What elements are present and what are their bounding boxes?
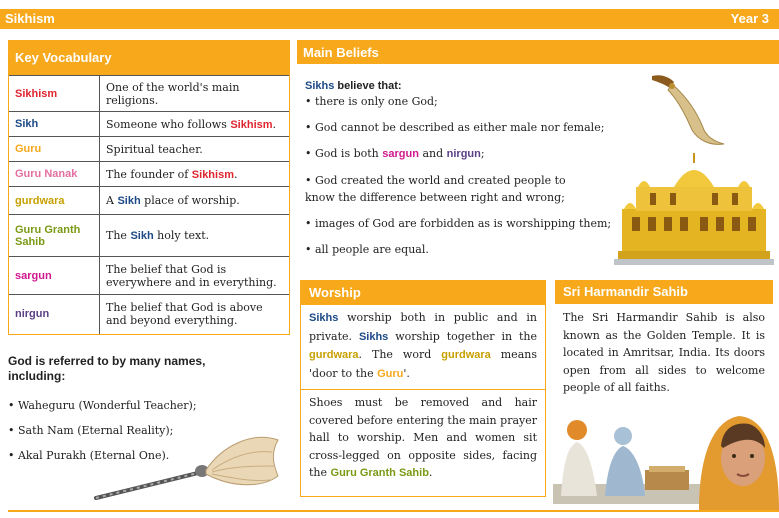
- year-label: Year 3: [730, 11, 769, 26]
- worship-panel: [300, 280, 546, 497]
- belief-text: • God is both: [305, 147, 383, 160]
- key-vocabulary-heading: Key Vocabulary: [9, 41, 289, 75]
- kirpan-illustration: [648, 70, 728, 148]
- paragraph-text: . The word: [358, 348, 442, 361]
- vocab-definition: [100, 187, 290, 215]
- intro-text: believe that:: [334, 80, 402, 92]
- harmandir-panel: [555, 280, 773, 310]
- names-heading: God is referred to by many names, including:: [8, 354, 206, 383]
- vocab-row: [9, 137, 289, 162]
- vocab-term: sargun: [9, 257, 100, 295]
- belief-item: • images of God are forbidden as is worshipping them;: [305, 217, 612, 230]
- golden-temple-illustration: [614, 151, 774, 266]
- belief-item: • God cannot be described as either male nor female;: [305, 121, 605, 134]
- vocabulary-table: [9, 75, 289, 334]
- paragraph-text: .: [428, 466, 433, 479]
- keyword: Sikhs: [358, 330, 389, 343]
- paragraph-text: means 'door to the: [309, 348, 537, 380]
- belief-keyword: nirgun: [446, 148, 481, 160]
- footer-line: [8, 510, 779, 512]
- vocab-term: Guru Nanak: [9, 162, 100, 187]
- list-item: • Akal Purakh (Eternal One).: [8, 449, 170, 462]
- main-beliefs-heading: Main Beliefs: [303, 45, 379, 60]
- vocab-term: Guru Granth Sahib: [9, 215, 100, 257]
- vocab-row: [9, 187, 289, 215]
- key-vocabulary-panel: [8, 40, 290, 335]
- vocab-term: nirgun: [9, 295, 100, 334]
- belief-item: • God created the world and created people to know the difference between right and wrong;: [305, 174, 566, 204]
- paragraph-text: '.: [403, 366, 410, 380]
- vocab-definition: The belief that God is above and beyond everything.: [100, 295, 290, 334]
- vocab-term: Guru: [9, 137, 100, 162]
- vocab-definition: Spiritual teacher.: [100, 137, 290, 162]
- keyword: Sikhs: [309, 312, 339, 324]
- keyword: gurdwara: [309, 349, 359, 361]
- list-item: • Waheguru (Wonderful Teacher);: [8, 399, 197, 412]
- vocab-definition: [100, 112, 290, 137]
- keyword: gurdwara: [441, 349, 491, 361]
- vocab-definition: The belief that God is everywhere and in everything.: [100, 257, 290, 295]
- vocab-term: Sikhism: [9, 76, 100, 112]
- paragraph-text: Shoes must be removed and hair covered before entering the main prayer hall to worship. Men and women sit cross-legged on opposite sides, facing the: [309, 396, 537, 479]
- main-beliefs-list: [305, 79, 615, 267]
- belief-item: • there is only one God;: [305, 95, 438, 108]
- main-beliefs-header: [297, 40, 779, 64]
- vocab-definition: One of the world's main religions.: [100, 76, 290, 112]
- belief-text: and: [418, 147, 447, 160]
- def-text: The founder of: [106, 167, 192, 181]
- vocab-row: [9, 295, 289, 334]
- worship-heading: Worship: [301, 281, 545, 305]
- vocab-row: [9, 162, 289, 187]
- worship-paragraph-1: [301, 305, 545, 383]
- vocab-row: [9, 76, 289, 112]
- vocab-row: [9, 112, 289, 137]
- vocab-row: [9, 215, 289, 257]
- def-keyword: Sikh: [117, 195, 141, 207]
- vocab-term: gurdwara: [9, 187, 100, 215]
- def-text: .: [233, 167, 238, 181]
- paragraph-text: worship both in public and in private.: [309, 311, 537, 343]
- belief-text: ;: [480, 147, 485, 160]
- keyword: Guru: [377, 367, 404, 380]
- beliefs-intro: [305, 79, 615, 93]
- chaur-illustration: [92, 426, 282, 506]
- def-text: A: [106, 194, 118, 207]
- harmandir-heading: Sri Harmandir Sahib: [555, 280, 773, 304]
- def-text: place of worship.: [140, 194, 240, 207]
- list-item: • Sath Nam (Eternal Reality);: [8, 424, 174, 437]
- def-text: .: [272, 117, 277, 131]
- belief-keyword: sargun: [382, 148, 419, 160]
- belief-item: • all people are equal.: [305, 243, 429, 256]
- belief-item: [305, 145, 615, 163]
- def-text: Someone who follows: [106, 117, 231, 131]
- page-title: Sikhism: [5, 11, 55, 26]
- vocab-definition: [100, 215, 290, 257]
- vocab-definition: [100, 162, 290, 187]
- worship-paragraph-2: [301, 390, 545, 483]
- vocab-term: Sikh: [9, 112, 100, 137]
- keyword: Guru Granth Sahib: [330, 467, 429, 479]
- def-keyword: Sikhism: [230, 118, 273, 131]
- paragraph-text: worship together in the: [388, 329, 538, 343]
- title-bar: [0, 9, 779, 29]
- def-text: holy text.: [153, 229, 210, 242]
- intro-keyword: Sikhs: [305, 80, 335, 92]
- harmandir-text: The Sri Harmandir Sahib is also known as the Golden Temple. It is located in Amritsar, India. Its doors open from all sides to welcome people of all faiths.: [563, 311, 765, 394]
- def-keyword: Sikhism: [191, 168, 234, 181]
- worshippers-illustration: [553, 396, 779, 510]
- def-text: The: [106, 229, 131, 242]
- def-keyword: Sikh: [130, 230, 154, 242]
- vocab-row: [9, 257, 289, 295]
